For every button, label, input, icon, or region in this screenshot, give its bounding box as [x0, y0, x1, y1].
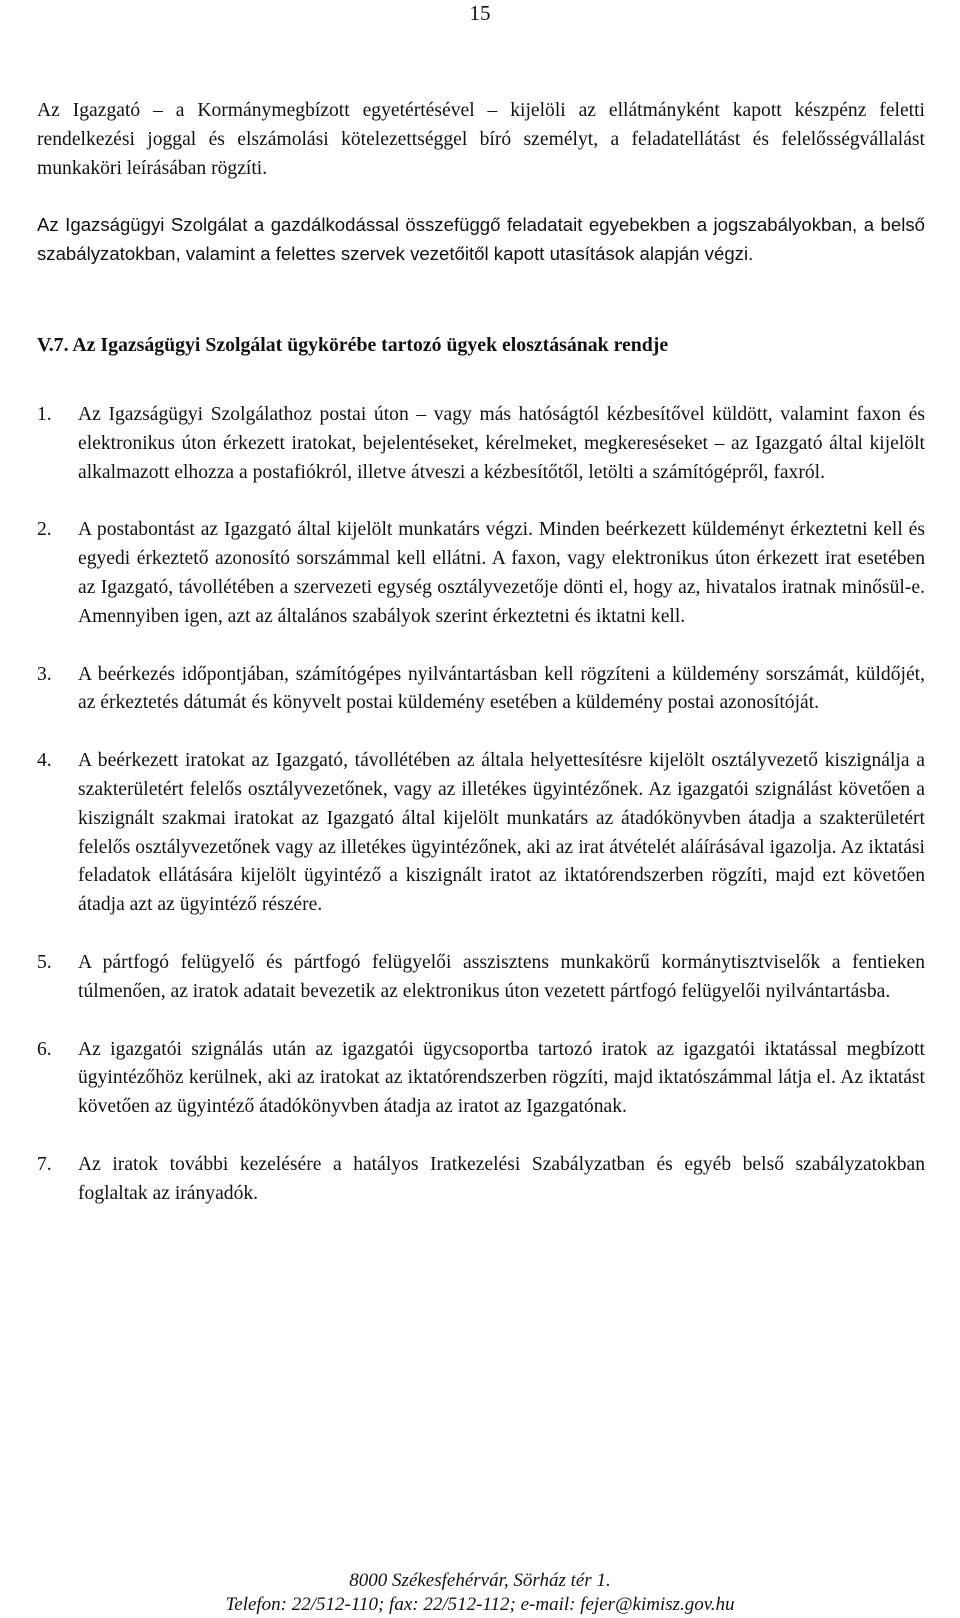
numbered-list: [37, 401, 925, 1209]
footer-contact: Telefon: 22/512-110; fax: 22/512-112; e-mail: fejer@kimisz.gov.hu: [225, 1594, 735, 1615]
page-number: 15: [469, 1, 491, 25]
list-item: [37, 516, 925, 631]
section-heading: V.7. Az Igazságügyi Szolgálat ügykörébe tartozó ügyek elosztásának rendje: [37, 333, 669, 356]
list-item-text: A beérkezés időpontjában, számítógépes nyilvántartásban kell rögzíteni a küldemény sorszámát, küldőjét, az érkeztetés dátumát és könyvelt postai küldemény esetében a küldemény postai azonosítóját.: [78, 663, 925, 714]
list-item-number: 5.: [37, 951, 52, 973]
list-item-number: 2.: [37, 519, 52, 541]
list-item: [37, 1151, 925, 1209]
list-item-number: 7.: [37, 1153, 52, 1175]
list-item: [37, 949, 925, 1007]
paragraph-cash-custodian: Az Igazgató – a Kormánymegbízott egyetértésével – kijelöli az ellátmányként kapott készpénz feletti rendelkezési joggal és elszámolási kötelezettséggel bíró személyt, a feladatellátást és felelősségvállalást munkaköri leírásában rögzíti.: [37, 100, 925, 179]
list-item: [37, 1036, 925, 1122]
list-item-number: 3.: [37, 663, 52, 685]
list-item: [37, 747, 925, 920]
paragraph-financial-duties: Az Igazságügyi Szolgálat a gazdálkodással összefüggő feladatait egyebekben a jogszabályokban, a belső szabályzatokban, valamint a felettes szervek vezetőitől kapott utasítások alapján végzi.: [37, 214, 925, 265]
list-item-text: A pártfogó felügyelő és pártfogó felügyelői asszisztens munkakörű kormánytisztviselők a fentieken túlmenően, az iratok adatait bevezetik az elektronikus úton vezetett pártfogó felügyelői nyilvántartásba.: [78, 951, 925, 1002]
list-item-number: 6.: [37, 1038, 52, 1060]
list-item-text: Az iratok további kezelésére a hatályos Iratkezelési Szabályzatban és egyéb belső szabályzatokban foglaltak az irányadók.: [78, 1153, 925, 1204]
list-item-text: Az Igazságügyi Szolgálathoz postai úton – vagy más hatóságtól kézbesítővel küldött, valamint faxon és elektronikus úton érkezett iratokat, bejelentéseket, kérelmeket, megkereséseket – az Igazgató által kijelölt alkalmazott elhozza a postafiókról, illetve átveszi a kézbesítőtől, letölti a számítógépről, faxról.: [78, 403, 925, 483]
list-item-text: A postabontást az Igazgató által kijelölt munkatárs végzi. Minden beérkezett küldeményt érkeztetni kell és egyedi érkeztető azonosító sorszámmal kell ellátni. A faxon, vagy elektronikus úton érkezett irat esetében az Igazgató, távollétében a szervezeti egység osztályvezetője dönti el, hogy az, hivatalos iratnak minősül-e. Amennyiben igen, azt az általános szabályok szerint érkeztetni és iktatni kell.: [78, 519, 925, 627]
list-item-number: 1.: [37, 403, 52, 425]
list-item-text: A beérkezett iratokat az Igazgató, távollétében az általa helyettesítésre kijelölt osztályvezető kiszignálja a szakterületért felelős osztályvezetőnek, vagy az illetékes ügyintézőnek. Az igazgatói szignálást követően a kiszignált szakmai iratokat az Igazgató által kijelölt munkatárs az átadókönyvben átadja a szakterületért felelős osztályvezetőnek vagy az illetékes ügyintézőnek, aki az irat átvételét aláírásával igazolja. Az iktatási feladatok ellátására kijelölt ügyintéző a kiszignált iratot az iktatórendszerben rögzíti, majd ezt követően átadja azt az ügyintéző részére.: [78, 750, 925, 916]
list-item: [37, 661, 925, 719]
list-item: [37, 401, 925, 487]
list-item-text: Az igazgatói szignálás után az igazgatói ügycsoportba tartozó iratok az igazgatói iktatással megbízott ügyintézőhöz kerülnek, aki az iratokat az iktatórendszerben rögzíti, majd iktatószámmal látja el. Az iktatást követően az ügyintéző átadókönyvben átadja az iratot az Igazgatónak.: [78, 1038, 925, 1118]
footer-address: 8000 Székesfehérvár, Sörház tér 1.: [349, 1570, 611, 1591]
list-item-number: 4.: [37, 750, 52, 772]
document-body: [37, 97, 925, 1238]
